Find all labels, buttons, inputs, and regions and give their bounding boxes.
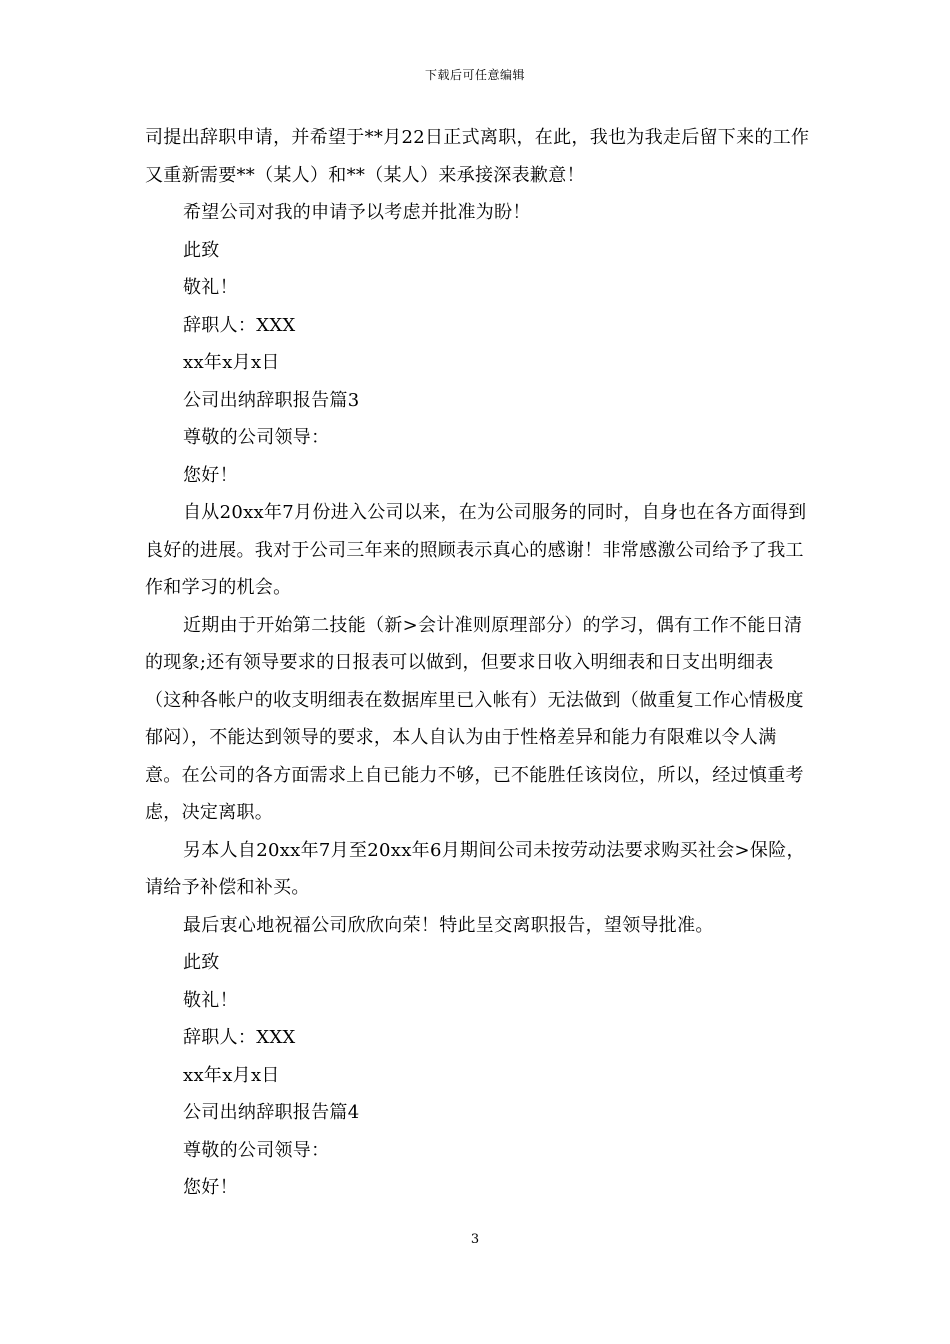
paragraph-continued: 司提出辞职申请，并希望于**月22日正式离职，在此，我也为我走后留下来的工作又重新需要**（某人）和**（某人）来承接深表歉意！ — [145, 127, 810, 186]
closing-jingli: 敬礼！ — [183, 277, 238, 298]
page-header: 下载后可任意编辑 — [424, 68, 525, 82]
salutation: 尊敬的公司领导： — [183, 427, 330, 448]
closing-jingli: 敬礼！ — [183, 989, 238, 1011]
salutation: 尊敬的公司领导： — [183, 1139, 330, 1161]
closing-cizhi: 此致 — [183, 952, 220, 973]
date-line: xx年x月x日 — [183, 352, 280, 373]
paragraph-insurance: 另本人自20xx年7月至20xx年6月期间公司未按劳动法要求购买社会>保险，请给予补偿和补买。 — [145, 839, 805, 898]
paragraph-reason: 近期由于开始第二技能（新>会计准则原理部分）的学习，偶有工作不能日清的现象;还有领导要求的日报表可以做到，但要求日收入明细表和日支出明细表（这种各帐户的收支明细表在数据库里已入帐有）无法做到（做重复工作心情极度郁闷），不能达到领导的要求，本人自认为由于性格差异和能力有限难以令人满意。在公司的各方面需求上自已能力不够，已不能胜任该岗位，所以，经过慎重考虑，决定离职。 — [145, 614, 804, 823]
closing-cizhi: 此致 — [183, 239, 220, 261]
page-number: 3 — [470, 1232, 480, 1247]
paragraph-intro: 自从20xx年7月份进入公司以来，在为公司服务的同时，自身也在各方面得到良好的进展。我对于公司三年来的照顾表示真心的感谢！非常感激公司给予了我工作和学习的机会。 — [145, 502, 807, 598]
signature-line: 辞职人：XXX — [183, 314, 296, 336]
paragraph-blessing: 最后衷心地祝福公司欣欣向荣！特此呈交离职报告，望领导批准。 — [183, 914, 714, 936]
paragraph-request: 希望公司对我的申请予以考虑并批准为盼！ — [183, 202, 531, 223]
section-title: 公司出纳辞职报告篇4 — [183, 1102, 360, 1123]
greeting: 您好！ — [183, 1177, 238, 1198]
date-line: xx年x月x日 — [183, 1064, 280, 1086]
section-title: 公司出纳辞职报告篇3 — [183, 389, 360, 411]
signature-line: 辞职人：XXX — [183, 1027, 296, 1048]
greeting: 您好！ — [183, 464, 238, 486]
document-body — [145, 119, 810, 1207]
